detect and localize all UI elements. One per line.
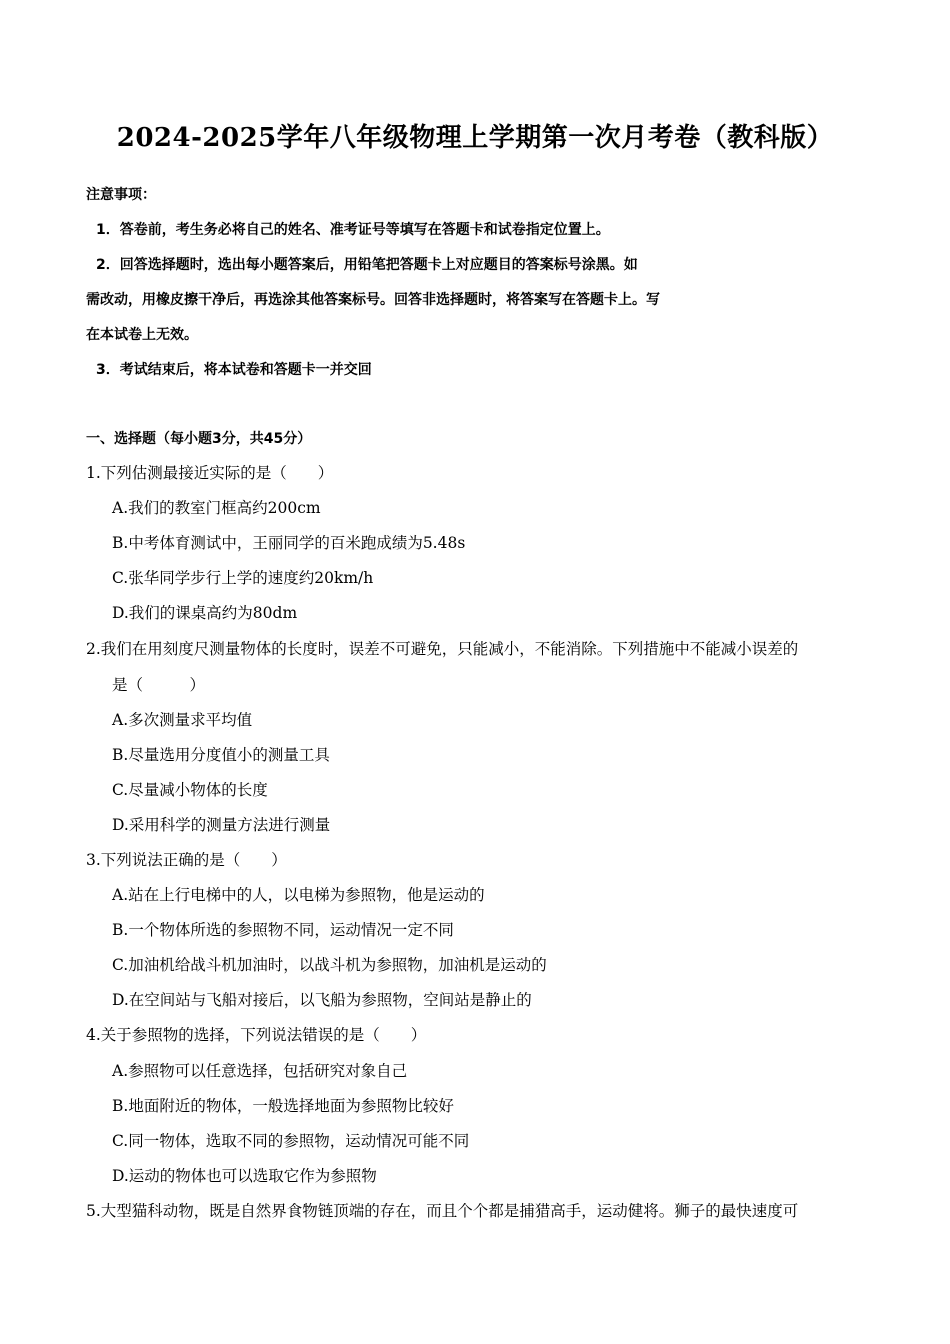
- question-2-stem: 2.我们在用刻度尺测量物体的长度时，误差不可避免，只能减小，不能消除。下列措施中不能减小误差的: [86, 640, 799, 658]
- question-1-option-d: D.我们的课桌高约为80dm: [112, 604, 298, 622]
- question-2-option-b: B.尽量选用分度值小的测量工具: [112, 746, 330, 764]
- question-2-option-d: D.采用科学的测量方法进行测量: [112, 816, 331, 834]
- question-3-option-c: C.加油机给战斗机加油时，以战斗机为参照物，加油机是运动的: [112, 956, 547, 974]
- notice-item-2-line-1: 2．回答选择题时，选出每小题答案后，用铅笔把答题卡上对应题目的答案标号涂黑。如: [96, 257, 638, 273]
- notice-item-3: 3．考试结束后，将本试卷和答题卡一并交回: [96, 362, 372, 378]
- question-4-option-b: B.地面附近的物体，一般选择地面为参照物比较好: [112, 1097, 454, 1115]
- notice-item-2-line-3: 在本试卷上无效。: [86, 327, 198, 343]
- question-1-option-b: B.中考体育测试中，王丽同学的百米跑成绩为5.48s: [112, 534, 466, 552]
- notice-item-1: 1．答卷前，考生务必将自己的姓名、准考证号等填写在答题卡和试卷指定位置上。: [96, 222, 610, 238]
- question-4-option-a: A.参照物可以任意选择，包括研究对象自己: [112, 1062, 408, 1080]
- notice-heading: 注意事项：: [86, 187, 156, 203]
- question-2-option-c: C.尽量减小物体的长度: [112, 781, 268, 799]
- question-4-option-c: C.同一物体，选取不同的参照物，运动情况可能不同: [112, 1132, 470, 1150]
- section-heading: 一、选择题（每小题3分，共45分）: [86, 431, 312, 447]
- notice-item-2-line-2: 需改动，用橡皮擦干净后，再选涂其他答案标号。回答非选择题时，将答案写在答题卡上。写: [86, 292, 660, 308]
- question-3-option-a: A.站在上行电梯中的人，以电梯为参照物，他是运动的: [112, 886, 485, 904]
- page-title: 2024-2025学年八年级物理上学期第一次月考卷（教科版）: [116, 123, 834, 153]
- question-3-option-b: B.一个物体所选的参照物不同，运动情况一定不同: [112, 921, 454, 939]
- question-3-option-d: D.在空间站与飞船对接后，以飞船为参照物，空间站是静止的: [112, 991, 532, 1009]
- question-2-stem-continued: 是（ ）: [112, 676, 206, 694]
- question-3-stem: 3.下列说法正确的是（ ）: [86, 851, 287, 869]
- question-1-option-c: C.张华同学步行上学的速度约20km/h: [112, 569, 374, 587]
- question-1-option-a: A.我们的教室门框高约200cm: [112, 499, 321, 517]
- question-2-option-a: A.多次测量求平均值: [112, 711, 253, 729]
- question-5-stem: 5.大型猫科动物，既是自然界食物链顶端的存在，而且个个都是捕猎高手，运动健将。狮子的最快速度可: [86, 1202, 799, 1220]
- question-4-option-d: D.运动的物体也可以选取它作为参照物: [112, 1167, 377, 1185]
- question-4-stem: 4.关于参照物的选择，下列说法错误的是（ ）: [86, 1026, 427, 1044]
- question-1-stem: 1.下列估测最接近实际的是（ ）: [86, 464, 334, 482]
